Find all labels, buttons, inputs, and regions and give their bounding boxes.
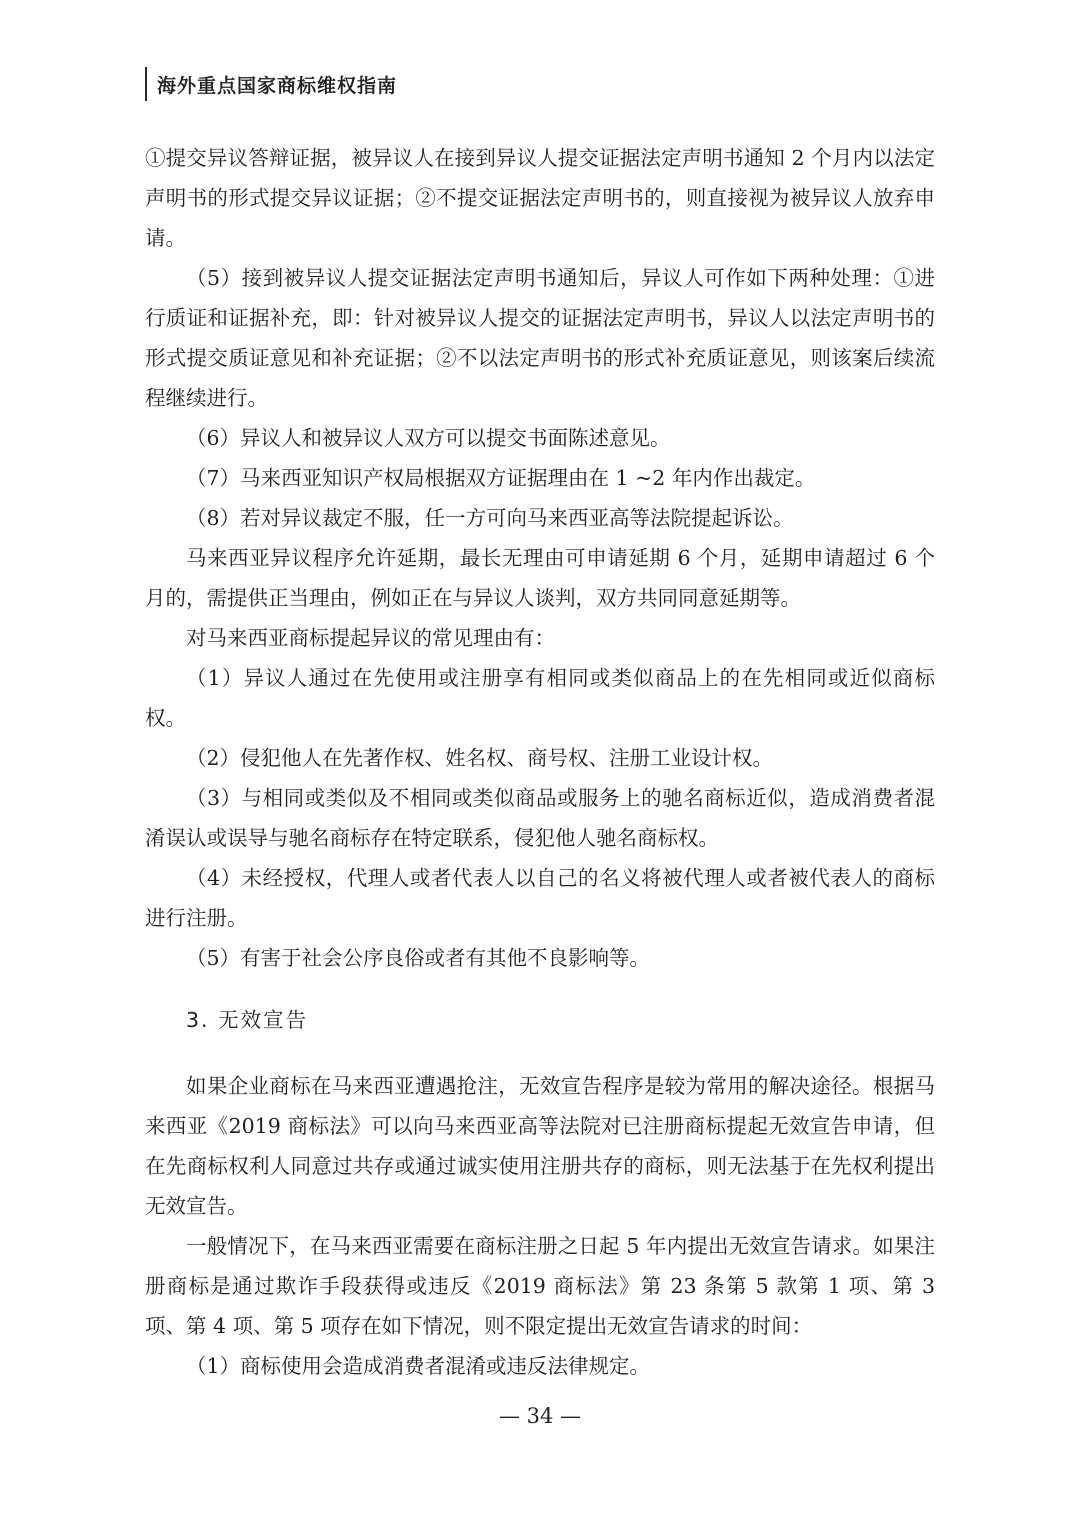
paragraph: （4）未经授权，代理人或者代表人以自己的名义将被代理人或者被代表人的商标进行注册。 xyxy=(145,866,935,930)
book-title: 海外重点国家商标维权指南 xyxy=(157,74,398,97)
paragraph: （2）侵犯他人在先著作权、姓名权、商号权、注册工业设计权。 xyxy=(186,746,774,770)
paragraph: （7）马来西亚知识产权局根据双方证据理由在 1 ~2 年内作出裁定。 xyxy=(186,466,816,490)
paragraph: 一般情况下，在马来西亚需要在商标注册之日起 5 年内提出无效宣告请求。如果注册商标是通过欺诈手段获得或违反《2019 商标法》第 23 条第 5 款第 1 项、第 3 项、第 4 项、第 5 项存在如下情况，则不限定提出无效宣告请求的时间： xyxy=(145,1234,935,1338)
body-text xyxy=(145,138,935,1386)
paragraph: （5）接到被异议人提交证据法定声明书通知后，异议人可作如下两种处理：①进行质证和证据补充，即：针对被异议人提交的证据法定声明书，异议人以法定声明书的形式提交质证意见和补充证据；②不以法定声明书的形式补充质证意见，则该案后续流程继续进行。 xyxy=(145,266,935,410)
running-header xyxy=(145,60,397,108)
paragraph: ①提交异议答辩证据，被异议人在接到异议人提交证据法定声明书通知 2 个月内以法定声明书的形式提交异议证据；②不提交证据法定声明书的，则直接视为被异议人放弃申请。 xyxy=(145,146,935,250)
paragraph: （1）异议人通过在先使用或注册享有相同或类似商品上的在先相同或近似商标权。 xyxy=(145,666,935,730)
paragraph: （5）有害于社会公序良俗或者有其他不良影响等。 xyxy=(186,946,651,970)
paragraph: （6）异议人和被异议人双方可以提交书面陈述意见。 xyxy=(186,426,671,450)
paragraph: 对马来西亚商标提起异议的常见理由有： xyxy=(186,626,555,650)
paragraph: 马来西亚异议程序允许延期，最长无理由可申请延期 6 个月，延期申请超过 6 个月的，需提供正当理由，例如正在与异议人谈判，双方共同同意延期等。 xyxy=(145,546,935,610)
page-number: — 34 — xyxy=(498,1404,582,1428)
paragraph: （1）商标使用会造成消费者混淆或违反法律规定。 xyxy=(186,1354,651,1378)
paragraph: （3）与相同或类似及不相同或类似商品或服务上的驰名商标近似，造成消费者混淆误认或误导与驰名商标存在特定联系，侵犯他人驰名商标权。 xyxy=(145,786,935,850)
paragraph: 如果企业商标在马来西亚遭遇抢注，无效宣告程序是较为常用的解决途径。根据马来西亚《2019 商标法》可以向马来西亚高等法院对已注册商标提起无效宣告申请，但在先商标权利人同意过共存或通过诚实使用注册共存的商标，则无法基于在先权利提出无效宣告。 xyxy=(145,1074,935,1218)
section-heading: 3. 无效宣告 xyxy=(186,1008,309,1032)
paragraph: （8）若对异议裁定不服，任一方可向马来西亚高等法院提起诉讼。 xyxy=(186,506,794,530)
header-divider xyxy=(145,67,147,101)
